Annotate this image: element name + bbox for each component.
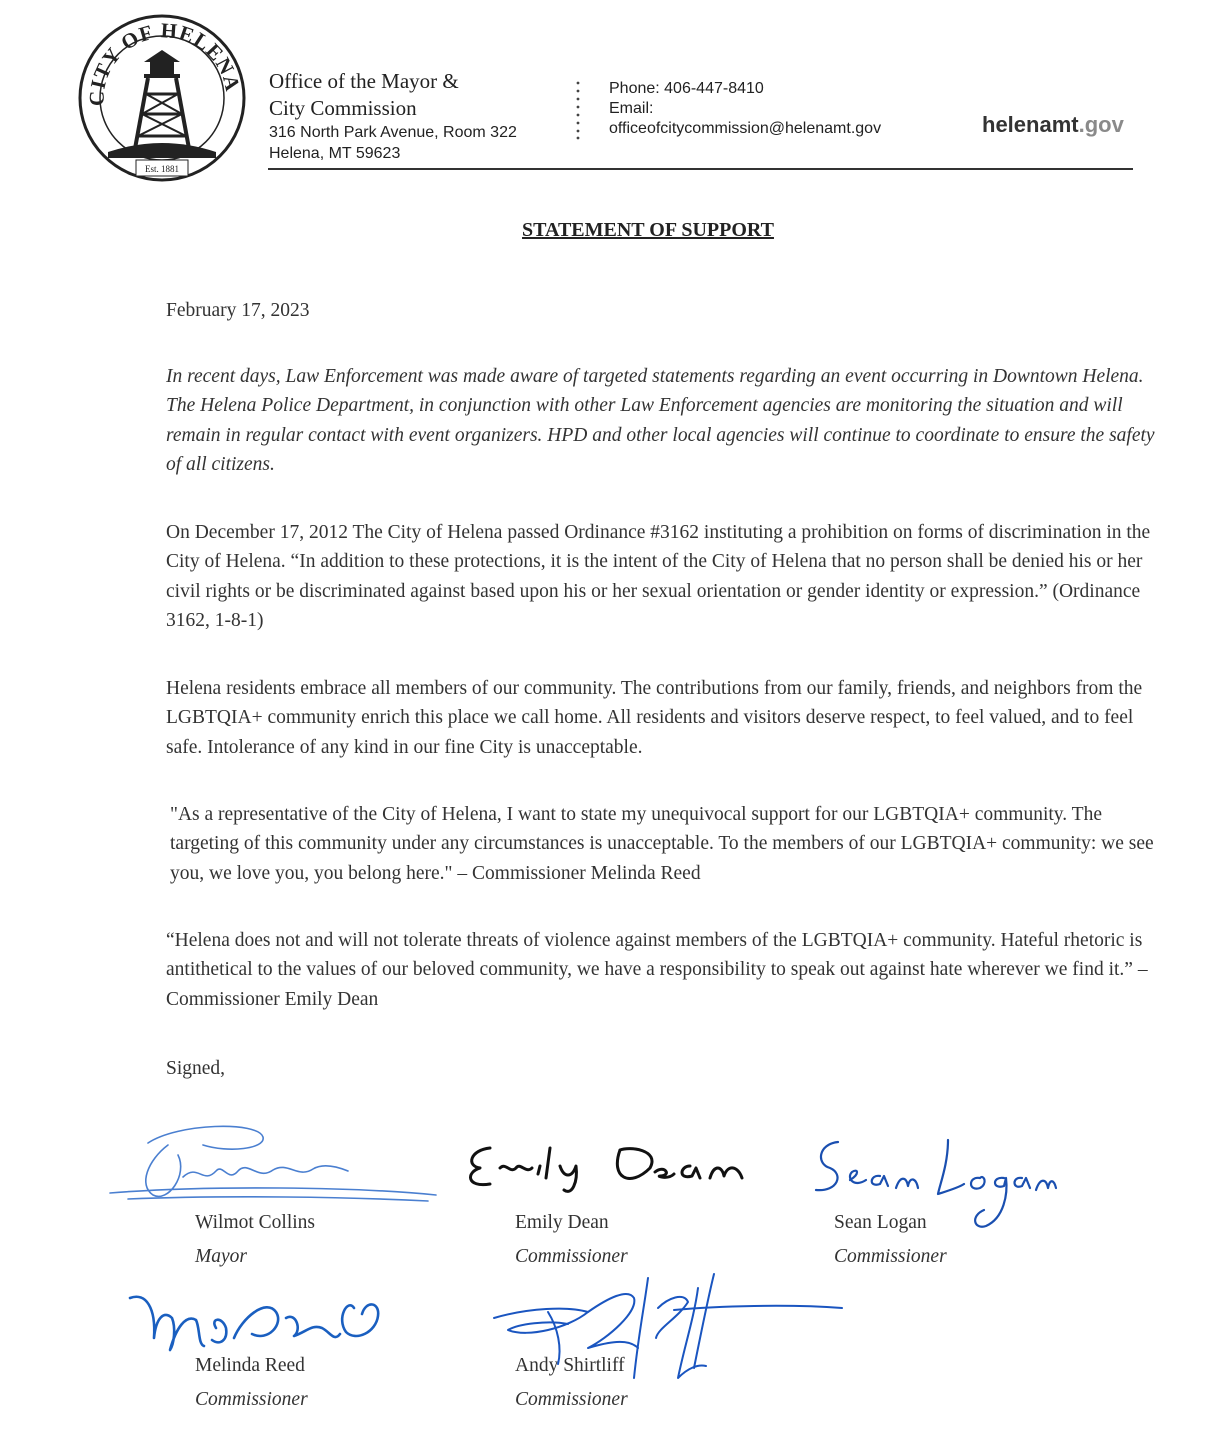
signature-emily-dean bbox=[460, 1138, 750, 1198]
address-line-2: Helena, MT 59623 bbox=[269, 145, 401, 162]
office-name bbox=[269, 68, 459, 122]
website-tld: .gov bbox=[1078, 112, 1124, 137]
signatory-title-andy-shirtliff: Commissioner bbox=[515, 1389, 628, 1410]
signatory-name-andy-shirtliff: Andy Shirtliff bbox=[515, 1355, 625, 1376]
paragraph-law-enforcement: In recent days, Law Enforcement was made aware of targeted statements regarding an event occurring in Downtown Helena. The Helena Police Department, in conjunction with other Law Enforcement agencies are monitoring the situation and will remain in regular contact with event organizers. HPD and other local agencies will continue to coordinate to ensure the safety of all citizens. bbox=[166, 366, 1155, 475]
email-label: Email: bbox=[609, 100, 654, 117]
signatory-title-melinda-reed: Commissioner bbox=[195, 1389, 308, 1410]
signatory-name-sean-logan: Sean Logan bbox=[834, 1212, 927, 1233]
signature-andy-shirtliff bbox=[488, 1268, 848, 1398]
signatory-title-wilmot-collins: Mayor bbox=[195, 1246, 247, 1267]
paragraph-community: Helena residents embrace all members of our community. The contributions from our family, friends, and neighbors from the LGBTQIA+ community enrich this place we call home. All residents and visitors deserve respect, to feel valued, and to feel safe. Intolerance of any kind in our fine City is unacceptable. bbox=[166, 678, 1143, 758]
office-address bbox=[269, 122, 517, 164]
office-line-1: Office of the Mayor & bbox=[269, 69, 459, 93]
signatory-name-emily-dean: Emily Dean bbox=[515, 1212, 609, 1233]
dotted-divider bbox=[574, 80, 582, 140]
svg-text:Est. 1881: Est. 1881 bbox=[144, 164, 180, 174]
document-title: STATEMENT OF SUPPORT bbox=[522, 219, 774, 241]
office-line-2: City Commission bbox=[269, 96, 417, 120]
website-link[interactable] bbox=[982, 112, 1124, 138]
website-domain: helenamt bbox=[982, 112, 1079, 137]
paragraph-ordinance: On December 17, 2012 The City of Helena passed Ordinance #3162 instituting a prohibition on forms of discrimination in the City of Helena. “In addition to these protections, it is the intent of the City of Helena that no person shall be denied his or her civil rights or be discriminated against based upon his or her sexual orientation or gender identity or expression.” (Ordinance 3162, 1-8-1) bbox=[166, 522, 1151, 631]
signatory-name-melinda-reed: Melinda Reed bbox=[195, 1355, 305, 1376]
contact-info bbox=[609, 79, 881, 139]
signatory-title-emily-dean: Commissioner bbox=[515, 1246, 628, 1267]
email-address[interactable]: officeofcitycommission@helenamt.gov bbox=[609, 120, 882, 137]
quote-melinda-reed: "As a representative of the City of Helena, I want to state my unequivocal support for our LGBTQIA+ community. The targeting of this community under any circumstances is unacceptable. To the members of our LGBTQIA+ community: we see you, we love you, you belong here." – Commissioner Melinda Reed bbox=[170, 804, 1154, 884]
city-seal-logo bbox=[78, 14, 246, 182]
phone-number: Phone: 406-447-8410 bbox=[609, 80, 764, 97]
quote-emily-dean: “Helena does not and will not tolerate threats of violence against members of the LGBTQIA+ community. Hateful rhetoric is antithetical to the values of our beloved community, we have a responsibility to speak out against hate wherever we find it.” – Commissioner Emily Dean bbox=[166, 930, 1148, 1010]
signed-label: Signed, bbox=[166, 1058, 226, 1079]
signatory-name-wilmot-collins: Wilmot Collins bbox=[195, 1212, 316, 1233]
signature-wilmot-collins bbox=[108, 1115, 438, 1205]
statement-date: February 17, 2023 bbox=[166, 300, 310, 321]
address-line-1: 316 North Park Avenue, Room 322 bbox=[269, 124, 517, 141]
signatory-title-sean-logan: Commissioner bbox=[834, 1246, 947, 1267]
svg-text:CITY OF HELENA: CITY OF HELENA bbox=[84, 18, 246, 107]
letterhead-rule bbox=[268, 168, 1133, 170]
